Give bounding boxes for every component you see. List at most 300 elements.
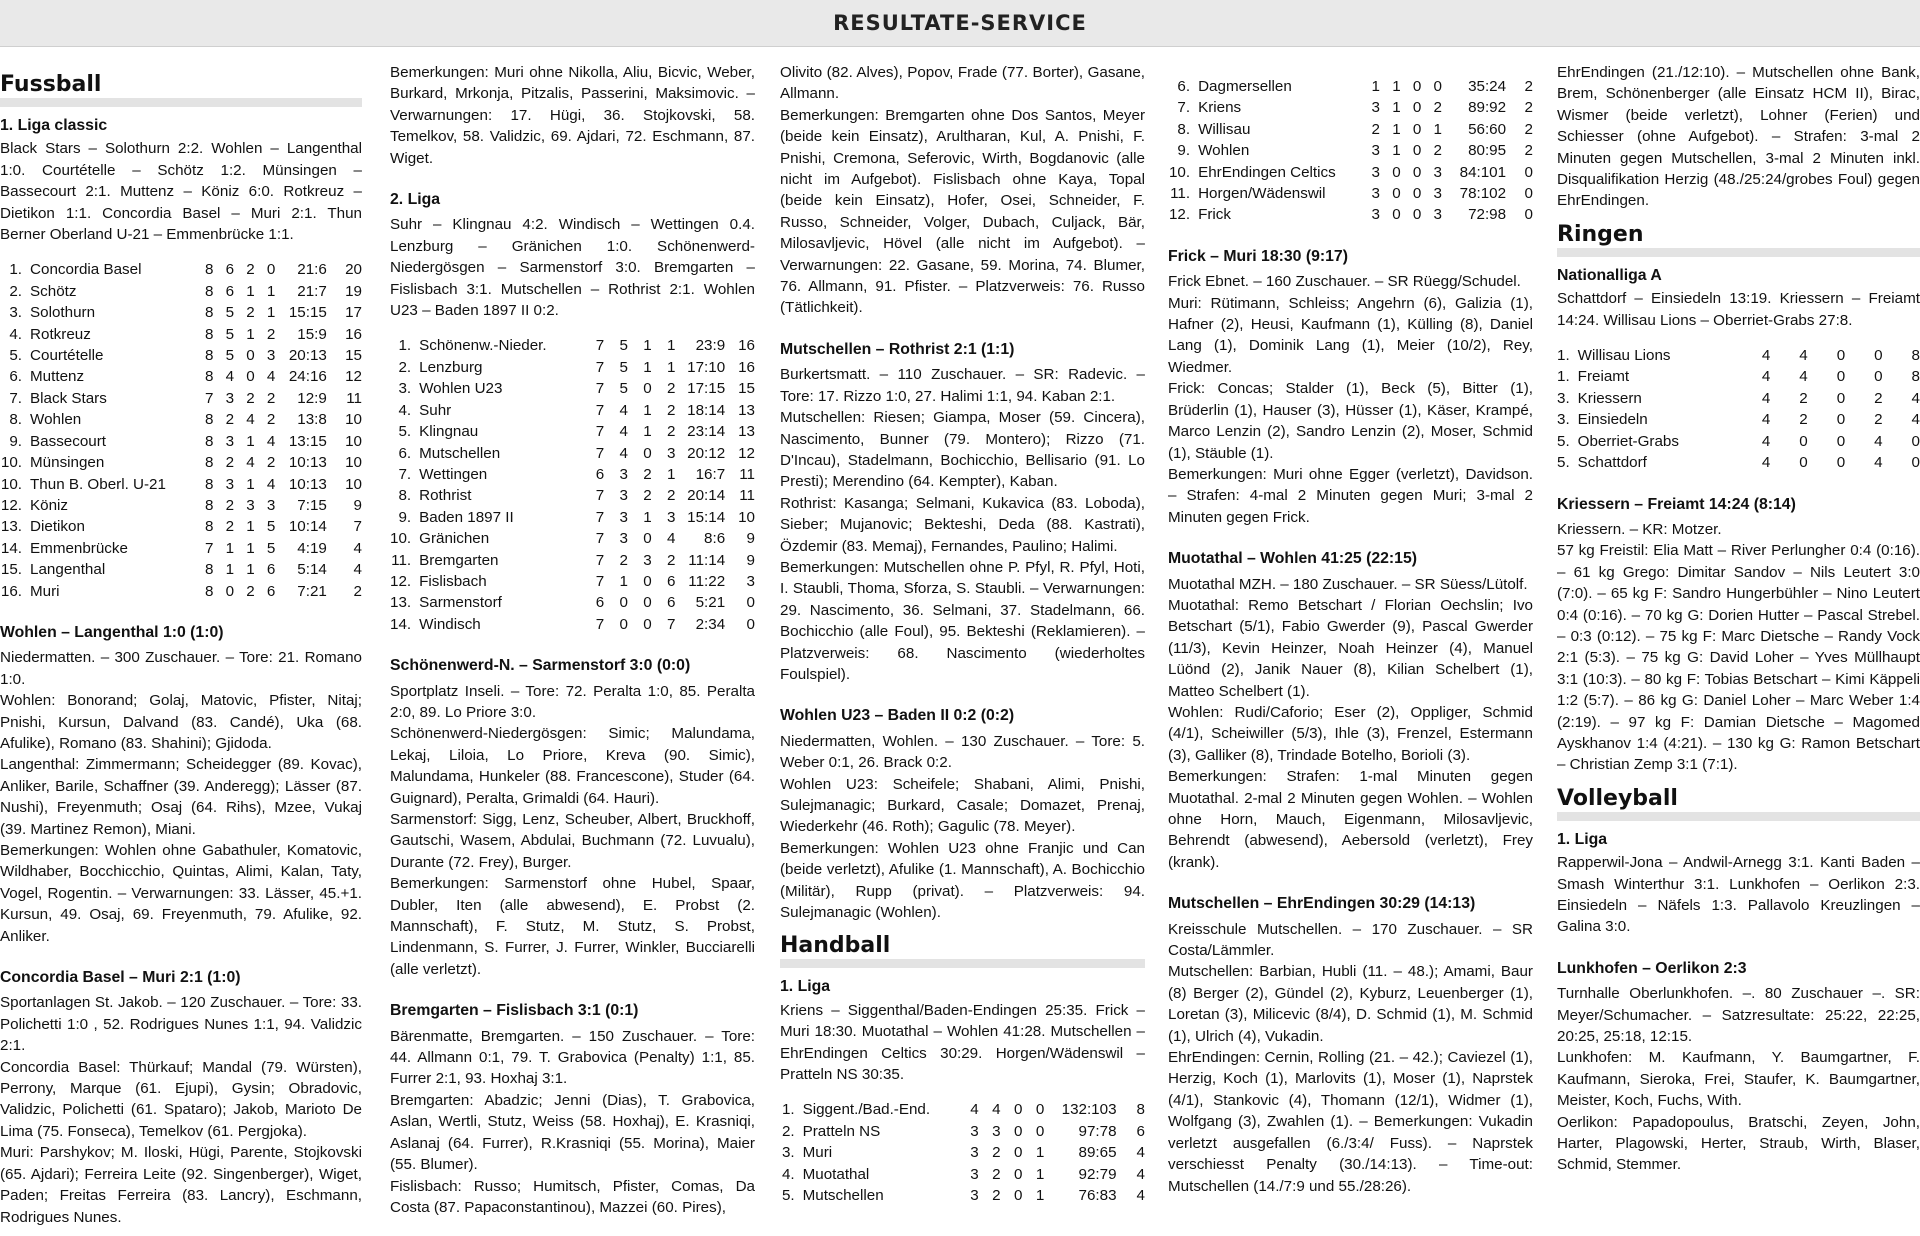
stat-cell: 0	[1392, 163, 1401, 181]
stat-cell: 7	[595, 508, 605, 526]
stat-cell: 8	[205, 304, 214, 322]
column-4	[1168, 62, 1533, 1234]
stat-cell: 3	[266, 347, 276, 365]
stat-cell: 0	[1412, 142, 1422, 160]
stat-cell: 0	[619, 615, 628, 633]
stat-cell: 2	[266, 454, 276, 472]
team-cell: Solothurn	[30, 304, 96, 322]
league-heading: 1. Liga	[1557, 830, 1608, 848]
stat-cell: 0	[643, 380, 652, 398]
stat-cell: 2	[246, 582, 255, 600]
team-cell: Baden 1897 II	[419, 508, 514, 526]
stat-cell: 2	[266, 389, 276, 407]
rank-cell: 8.	[9, 411, 23, 429]
stat-cell: 1	[225, 561, 235, 579]
stat-cell: 5	[619, 337, 628, 355]
stat-cell: 0	[1014, 1187, 1023, 1205]
stat-cell: 3	[970, 1144, 979, 1162]
stat-cell: 3	[266, 496, 276, 514]
rank-cell: 13.	[390, 594, 412, 612]
stat-cell: 20:14	[687, 487, 726, 505]
stat-cell: 1	[1035, 1165, 1045, 1183]
stat-cell: 4	[266, 432, 276, 450]
rank-cell: 12.	[390, 572, 412, 590]
league-heading: 1. Liga	[780, 978, 831, 996]
stat-cell: 3	[970, 1122, 979, 1140]
stat-cell: 1	[619, 572, 628, 590]
stat-cell: 16	[345, 325, 362, 343]
stat-cell: 56:60	[1468, 120, 1507, 138]
report-text: Bemerkungen: Wohlen ohne Gabathuler, Komatovic, Wildhaber, Bocchicchio, Quintas, Alimi, Kalan, Taty, Vogel, Rogentin. – Verwarnungen: 33. Lässer, 45.+1. Kursun, 49. Osaj, 69. Freyenmuth, 79. Afulike, 92. Anliker.	[0, 842, 362, 945]
stat-cell: 7	[353, 518, 362, 536]
table-row	[390, 464, 755, 485]
table-row	[0, 516, 362, 537]
stat-cell: 19	[345, 282, 362, 300]
stat-cell: 2	[1874, 389, 1883, 407]
stat-cell: 16	[738, 337, 755, 355]
stat-cell: 2	[666, 401, 676, 419]
stat-cell: 0	[1412, 78, 1422, 95]
table-row	[0, 495, 362, 516]
stat-cell: 3	[619, 487, 628, 505]
standings-table	[390, 335, 755, 635]
stat-cell: 4	[1761, 368, 1771, 386]
stat-cell: 4	[1799, 347, 1808, 365]
stat-cell: 5	[266, 518, 276, 536]
team-cell: Rotkreuz	[30, 325, 91, 343]
stat-cell: 4	[266, 368, 276, 386]
section-heading: Ringen	[1557, 222, 1920, 257]
table-row	[390, 357, 755, 378]
stat-cell: 7:15	[297, 496, 327, 514]
table-row	[1168, 140, 1533, 161]
report-text: Sarmenstorf: Sigg, Lenz, Scheuber, Albert, Bruckhoff, Gautschi, Wasem, Abdulai, Buchmann (72. Luvualu), Durante (72. Frey), Burger.	[390, 811, 755, 871]
stat-cell: 2	[1371, 120, 1380, 138]
team-cell: Black Stars	[30, 389, 107, 407]
table-row	[1557, 431, 1920, 452]
table-row	[390, 421, 755, 442]
report-text: Frick: Concas; Stalder (1), Beck (5), Bitter (1), Brüderlin (1), Hauser (3), Hüsser (1), Käser, Krampé, Marco Lenzin (2), Sandro Lenzin (2), Moser, Schmid (1), Stäuble (1).	[1168, 380, 1533, 462]
table-row	[0, 324, 362, 345]
team-cell: Fislisbach	[419, 572, 487, 590]
team-cell: Münsingen	[30, 454, 105, 472]
table-row	[0, 538, 362, 559]
rank-cell: 10.	[390, 530, 412, 548]
stat-cell: 8	[205, 261, 214, 279]
stat-cell: 3	[1371, 163, 1380, 181]
stat-cell: 2	[666, 551, 676, 569]
stat-cell: 35:24	[1468, 78, 1507, 95]
team-cell: Courtételle	[30, 347, 104, 365]
stat-cell: 8	[205, 475, 214, 493]
stat-cell: 15:15	[288, 304, 327, 322]
report-text: Bemerkungen: Mutschellen ohne P. Pfyl, R. Pfyl, Hoti, I. Staubli, Thoma, Sforza, S. Staubli. – Verwarnungen: 29. Nascimento, 36. Selmani, 37. Stadelmann, 66. Bochicchio (alle Foul), 95. Bekteshi (Reklamieren). – Platzverweis: 68. Nascimento (wiederholtes Foulspiel).	[780, 558, 1145, 683]
stat-cell: 0	[643, 615, 652, 633]
column-5	[1557, 62, 1920, 1234]
rank-cell: 12.	[1168, 206, 1191, 224]
stat-cell: 8	[205, 432, 214, 450]
rank-cell: 1.	[781, 1101, 795, 1119]
stat-cell: 4	[1761, 454, 1771, 472]
table-row	[390, 614, 755, 635]
team-cell: Muotathal	[802, 1165, 870, 1183]
stat-cell: 13	[738, 423, 755, 441]
rank-cell: 13.	[0, 518, 23, 536]
stat-cell: 3	[1371, 206, 1380, 224]
team-cell: Einsiedeln	[1577, 411, 1648, 429]
team-cell: Windisch	[419, 615, 481, 633]
stat-cell: 4	[970, 1101, 979, 1119]
rank-cell: 7.	[1177, 99, 1191, 117]
stat-cell: 10:13	[288, 475, 327, 493]
stat-cell: 3	[225, 389, 235, 407]
stat-cell: 7	[595, 530, 605, 548]
standings-table	[1557, 345, 1920, 473]
table-row	[0, 302, 362, 323]
stat-cell: 3	[619, 530, 628, 548]
stat-cell: 3	[643, 551, 652, 569]
rank-cell: 10.	[1168, 163, 1191, 181]
rank-cell: 5.	[1557, 454, 1570, 472]
page-title: RESULTATE-SERVICE	[833, 11, 1087, 35]
team-cell: Willisau Lions	[1577, 347, 1671, 365]
report-text: Muri: Rütimann, Schleiss; Angehrn (6), Galizia (1), Hafner (2), Heusi, Kaufmann (1), Külling (8), Daniel Lang (1), Dominik Lang (1), Meier (10/2), Rey, Wiedmer.	[1168, 294, 1533, 376]
stat-cell: 2	[1433, 99, 1442, 117]
page-banner	[0, 0, 1920, 47]
report-text: Kriens – Siggenthal/Baden-Endingen 25:35. Frick – Muri 18:30. Muotathal – Wohlen 41:28. Mutschellen – EhrEndingen Celtics 30:29. Horgen/Wädenswil – Pratteln NS 30:35.	[780, 1001, 1145, 1084]
stat-cell: 9	[353, 496, 362, 514]
stat-cell: 5	[266, 539, 276, 557]
stat-cell: 7	[595, 380, 605, 398]
table-row	[390, 550, 755, 571]
stat-cell: 4	[619, 423, 628, 441]
table-row	[0, 388, 362, 409]
team-cell: Dietikon	[30, 518, 85, 536]
stat-cell: 2	[225, 496, 235, 514]
stat-cell: 11	[739, 465, 755, 483]
stat-cell: 1	[246, 325, 255, 343]
stat-cell: 0	[1014, 1165, 1023, 1183]
report-text: EhrEndingen (21./12:10). – Mutschellen ohne Bank, Brem, Schönenberger (alle Einsatz HCM II), Birac, Wismer (beide verletzt), Lohner (Ferien) und Schiesser (ohne Aufgebot). – Strafen: 3-mal 2 Minuten gegen Mutschellen, 3-mal 2 Minuten inkl. Disqualifikation Herzig (48./25:24/grobes Foul) gegen EhrEndingen.	[1557, 64, 1920, 210]
stat-cell: 4	[246, 411, 255, 429]
stat-cell: 8	[205, 411, 214, 429]
stat-cell: 0	[266, 261, 276, 279]
stat-cell: 6	[595, 594, 605, 612]
team-cell: Schattdorf	[1577, 454, 1647, 472]
team-cell: Gränichen	[419, 530, 490, 548]
stat-cell: 8	[205, 582, 214, 600]
rank-cell: 6.	[398, 444, 412, 462]
stat-cell: 2	[619, 551, 628, 569]
table-row	[390, 443, 755, 464]
table-row	[1557, 345, 1920, 366]
stat-cell: 11	[739, 487, 755, 505]
stat-cell: 3	[1433, 163, 1442, 181]
report-text: Rothrist: Kasanga; Selmani, Kukavica (83. Loboda), Sieber; Mujanovic; Bekteshi, Deda (88. Kastrati), Özdemir (83. Memaj), Fernandes, Paulino; Halimi.	[780, 494, 1145, 555]
stat-cell: 5	[619, 358, 628, 376]
stat-cell: 8	[205, 561, 214, 579]
stat-cell: 4:19	[297, 539, 327, 557]
stat-cell: 17:10	[687, 358, 726, 376]
stat-cell: 6	[225, 282, 235, 300]
stat-cell: 3	[970, 1165, 979, 1183]
match-heading: Frick – Muri 18:30 (9:17)	[1168, 247, 1348, 265]
table-row	[1168, 162, 1533, 183]
table-row	[0, 259, 362, 280]
rank-cell: 7.	[9, 389, 23, 407]
stat-cell: 11:14	[688, 551, 726, 569]
report-text: Suhr – Klingnau 4:2. Windisch – Wettingen 0.4. Lenzburg – Gränichen 1:0. Schönenwerd-Niedergösgen – Sarmenstorf 3:0. Bremgarten – Fislisbach 3:1. Mutschellen – Rothrist 2:1. Wohlen U23 – Baden 1897 II 0:2.	[390, 216, 755, 320]
table-row	[780, 1142, 1145, 1163]
stat-cell: 8	[1911, 347, 1920, 365]
rank-cell: 8.	[1177, 120, 1191, 138]
stat-cell: 0	[246, 347, 255, 365]
rank-cell: 12.	[0, 496, 23, 514]
stat-cell: 0	[1035, 1101, 1045, 1119]
team-cell: Mutschellen	[419, 444, 501, 462]
table-row	[780, 1121, 1145, 1142]
match-heading: Schönenwerd-N. – Sarmenstorf 3:0 (0:0)	[390, 657, 691, 675]
team-cell: Siggent./Bad.-End.	[802, 1101, 931, 1119]
team-cell: Kriens	[1198, 99, 1242, 117]
stat-cell: 1	[225, 539, 235, 557]
team-cell: Wettingen	[419, 465, 488, 483]
report-text: Sportanlagen St. Jakob. – 120 Zuschauer. – Tore: 33. Polichetti 1:0 , 52. Rodrigues Nunes 1:1, 94. Validzic 2:1.	[0, 994, 362, 1055]
stat-cell: 3	[1433, 185, 1442, 203]
stat-cell: 0	[1836, 347, 1846, 365]
stat-cell: 1	[643, 423, 652, 441]
rank-cell: 4.	[398, 401, 412, 419]
stat-cell: 9	[746, 530, 755, 548]
stat-cell: 12	[345, 368, 362, 386]
team-cell: Frick	[1198, 206, 1231, 224]
match-heading: Muotathal – Wohlen 41:25 (22:15)	[1168, 550, 1418, 568]
stat-cell: 0	[1524, 163, 1533, 181]
stat-cell: 15:14	[687, 508, 726, 526]
stat-cell: 7	[595, 487, 605, 505]
match-heading: Kriessern – Freiamt 14:24 (8:14)	[1557, 495, 1796, 513]
rank-cell: 5.	[781, 1187, 795, 1205]
match-heading: 2. Liga	[390, 191, 441, 209]
stat-cell: 2	[246, 261, 255, 279]
stat-cell: 0	[1014, 1101, 1023, 1119]
stat-cell: 4	[1136, 1165, 1145, 1183]
stat-cell: 2	[1874, 411, 1883, 429]
column-1	[0, 62, 362, 1234]
stat-cell: 4	[1761, 411, 1771, 429]
stat-cell: 2	[266, 325, 276, 343]
stat-cell: 2	[353, 582, 362, 600]
stat-cell: 5	[225, 304, 235, 322]
stat-cell: 0	[643, 572, 652, 590]
report-text: Wohlen U23: Scheifele; Shabani, Alimi, Pnishi, Sulejmanagic; Burkard, Casale; Domazet, Prenaj, Wiederkehr (46. Roth); Gagulic (78. Meyer).	[780, 775, 1145, 836]
stat-cell: 1	[1371, 78, 1380, 95]
stat-cell: 1	[1035, 1144, 1045, 1162]
rank-cell: 7.	[398, 465, 412, 483]
stat-cell: 5	[225, 347, 235, 365]
stat-cell: 0	[1874, 347, 1883, 365]
stat-cell: 0	[619, 594, 628, 612]
table-row	[0, 581, 362, 602]
stat-cell: 1	[666, 358, 676, 376]
stat-cell: 23:9	[695, 337, 726, 355]
report-text: Muotathal MZH. – 180 Zuschauer. – SR Süess/Lütolf.	[1168, 575, 1528, 593]
stat-cell: 0	[1412, 206, 1422, 224]
stat-cell: 1	[643, 508, 652, 526]
stat-cell: 2	[1524, 142, 1533, 160]
rank-cell: 5.	[1557, 432, 1570, 450]
table-row	[1168, 183, 1533, 204]
table-row	[1168, 119, 1533, 140]
stat-cell: 5:14	[297, 561, 327, 579]
stat-cell: 15	[345, 347, 362, 365]
report-text: Muri: Parshykov; M. Iloski, Hügi, Parente, Stojkovski (65. Ajdari); Ferreira Leite (92. Singenberger), Wiget, Paden; Freitas Ferreira (83. Lancry), Eschmann, Rodrigues Nunes.	[0, 1144, 362, 1226]
team-cell: Schötz	[30, 282, 77, 300]
report-text: Bremgarten: Abadzic; Jenni (Dias), T. Grabovica, Aslan, Wertli, Stutz, Weiss (58. Hoxhaj), E. Krasniqi, Aslanaj (64. Furrer), R.Krasniqi (55. Morina), Maier (55. Blumer).	[390, 1091, 755, 1174]
stat-cell: 1	[1392, 142, 1401, 160]
stat-cell: 1	[246, 561, 255, 579]
stat-cell: 16	[738, 358, 755, 376]
stat-cell: 17	[345, 304, 362, 322]
stat-cell: 0	[1911, 432, 1920, 450]
report-text: Oerlikon: Papadopoulus, Bratschi, Zeyen, John, Harter, Plagowski, Herter, Straub, Wirth, Blaser, Schmid, Stemmer.	[1557, 1113, 1920, 1174]
rank-cell: 10.	[0, 454, 23, 472]
report-text: Frick Ebnet. – 160 Zuschauer. – SR Rüegg/Schudel.	[1168, 273, 1521, 291]
stat-cell: 2	[246, 389, 255, 407]
table-row	[780, 1164, 1145, 1185]
team-cell: Dagmersellen	[1198, 78, 1292, 95]
report-text: Muotathal: Remo Betschart / Florian Oechslin; Ivo Betschart (5/1), Fabio Gwerder (9), Pascal Gwerder (11/3), Kevin Heinzer, Noah Heinzer (4), Manuel Lüönd (2), Janik Nauer (8), Kilian Schelbert (1), Matteo Schelbert (1).	[1168, 596, 1533, 700]
stat-cell: 20	[345, 261, 362, 279]
team-cell: Schönenw.-Nieder.	[419, 337, 547, 355]
match-heading: Wohlen U23 – Baden II 0:2 (0:2)	[780, 707, 1015, 725]
stat-cell: 1	[246, 282, 255, 300]
rank-cell: 1.	[1557, 347, 1570, 365]
team-cell: EhrEndingen Celtics	[1198, 163, 1336, 181]
stat-cell: 78:102	[1459, 185, 1507, 203]
report-text: Rapperwil-Jona – Andwil-Arnegg 3:1. Kanti Baden – Smash Winterthur 3:1. Lunkhofen – Oerlikon 2:3. Einsiedeln – Näfels 1:3. Pallavolo Kreuzlingen – Galina 3:0.	[1557, 854, 1920, 936]
rank-cell: 9.	[9, 432, 23, 450]
stat-cell: 1	[266, 304, 276, 322]
team-cell: Thun B. Oberl. U-21	[30, 475, 166, 493]
stat-cell: 2	[992, 1165, 1001, 1183]
rank-cell: 14.	[390, 615, 412, 633]
stat-cell: 4	[1136, 1144, 1145, 1162]
stat-cell: 0	[1836, 411, 1846, 429]
stat-cell: 2	[666, 487, 676, 505]
stat-cell: 7	[595, 615, 605, 633]
table-row	[0, 345, 362, 366]
stat-cell: 12:9	[297, 389, 327, 407]
report-text: Niedermatten. – 300 Zuschauer. – Tore: 21. Romano 1:0.	[0, 649, 362, 688]
rank-cell: 9.	[1177, 142, 1191, 160]
stat-cell: 0	[643, 530, 652, 548]
stat-cell: 72:98	[1468, 206, 1507, 224]
team-cell: Mutschellen	[802, 1187, 884, 1205]
stat-cell: 0	[1014, 1122, 1023, 1140]
stat-cell: 21:6	[297, 261, 327, 279]
stat-cell: 0	[1014, 1144, 1023, 1162]
stat-cell: 97:78	[1078, 1122, 1117, 1140]
team-cell: Muri	[802, 1144, 833, 1162]
stat-cell: 7	[595, 551, 605, 569]
rank-cell: 9.	[398, 508, 412, 526]
stat-cell: 7	[595, 572, 605, 590]
table-row	[0, 559, 362, 580]
stat-cell: 5:21	[695, 594, 726, 612]
stat-cell: 10	[345, 475, 362, 493]
stat-cell: 6	[666, 572, 676, 590]
column-3	[780, 62, 1145, 1234]
report-text: Kriessern. – KR: Motzer.	[1557, 520, 1722, 538]
stat-cell: 8	[205, 454, 214, 472]
table-row	[1557, 366, 1920, 387]
stat-cell: 8	[205, 518, 214, 536]
table-row	[0, 366, 362, 387]
stat-cell: 2	[992, 1144, 1001, 1162]
rank-cell: 3.	[398, 380, 412, 398]
stat-cell: 0	[643, 594, 652, 612]
stat-cell: 1	[643, 401, 652, 419]
rank-cell: 6.	[9, 368, 23, 386]
rank-cell: 2.	[398, 358, 412, 376]
stat-cell: 6	[595, 465, 605, 483]
table-row	[390, 592, 755, 613]
rank-cell: 3.	[781, 1144, 795, 1162]
rank-cell: 11.	[1170, 185, 1191, 203]
report-text: Olivito (82. Alves), Popov, Frade (77. Borter), Gasane, Allmann.	[780, 64, 1145, 103]
stat-cell: 0	[1412, 99, 1422, 117]
table-row	[390, 571, 755, 592]
rank-cell: 5.	[9, 347, 23, 365]
stat-cell: 17:15	[687, 380, 726, 398]
stat-cell: 0	[1799, 454, 1808, 472]
stat-cell: 0	[1874, 368, 1883, 386]
team-cell: Muttenz	[30, 368, 85, 386]
stat-cell: 4	[1911, 411, 1920, 429]
table-row	[390, 528, 755, 549]
stat-cell: 15	[738, 380, 755, 398]
table-row	[390, 378, 755, 399]
stat-cell: 5	[619, 380, 628, 398]
stat-cell: 92:79	[1078, 1165, 1117, 1183]
stat-cell: 2	[246, 304, 255, 322]
table-row	[390, 335, 755, 356]
stat-cell: 0	[1412, 163, 1422, 181]
stat-cell: 6	[1136, 1122, 1145, 1140]
stat-cell: 76:83	[1078, 1187, 1117, 1205]
report-text: Sportplatz Inseli. – Tore: 72. Peralta 1:0, 85. Peralta 2:0, 89. Lo Priore 3:0.	[390, 682, 755, 721]
stat-cell: 3	[1371, 99, 1380, 117]
stat-cell: 0	[643, 444, 652, 462]
table-row	[1557, 388, 1920, 409]
team-cell: Willisau	[1198, 120, 1251, 138]
report-text: Turnhalle Oberlunkhofen. –. 80 Zuschauer –. SR: Meyer/Schumacher. – Satzresultate: 25:22, 22:25, 20:25, 25:18, 12:15.	[1557, 985, 1920, 1046]
stat-cell: 80:95	[1468, 142, 1507, 160]
stat-cell: 1	[246, 539, 255, 557]
team-cell: Wohlen	[1198, 142, 1250, 160]
team-cell: Bassecourt	[30, 432, 107, 450]
report-text: Burkertsmatt. – 110 Zuschauer. – SR: Radevic. – Tore: 17. Rizzo 1:0, 27. Halimi 1:1, 94. Kaban 2:1.	[780, 366, 1145, 405]
stat-cell: 2	[1524, 99, 1533, 117]
stat-cell: 7	[595, 358, 605, 376]
stat-cell: 2	[1799, 411, 1808, 429]
report-text: Bemerkungen: Sarmenstorf ohne Hubel, Spaar, Dubler, Iten (alle abwesend), E. Probst (2. Mannschaft), F. Stutz, M. Stutz, S. Probst, Lindenmann, S. Furrer, J. Furrer, Winkler, Bucciarelli (alle verletzt).	[390, 875, 755, 978]
report-text: Wohlen: Rudi/Caforio; Eser (2), Oppliger, Schmid (4/1), Scheiwiller (5/3), Ihle (3), Frenzel, Estermann (3), Galliker (8), Trindade Botelho, Borioli (3).	[1168, 703, 1533, 764]
team-cell: Pratteln NS	[802, 1122, 881, 1140]
stat-cell: 7	[595, 444, 605, 462]
report-text: Wohlen: Bonorand; Golaj, Matovic, Pfister, Nitaj; Pnishi, Kursun, Dalvand (83. Candé), Uka (68. Afulike), Romano (83. Shahini); Gjidoda.	[0, 692, 362, 752]
